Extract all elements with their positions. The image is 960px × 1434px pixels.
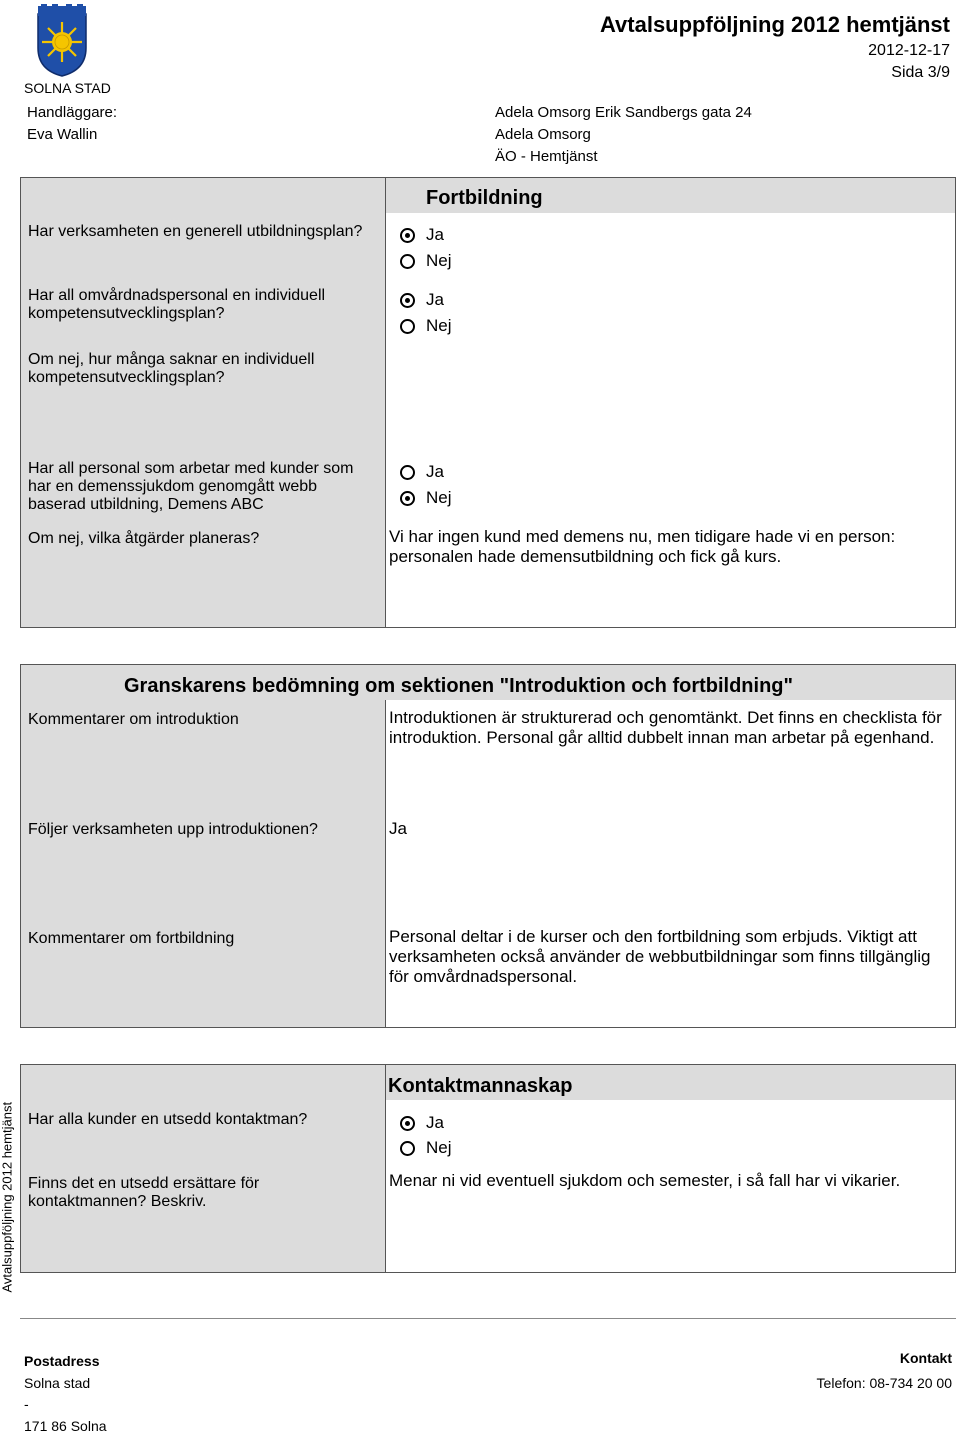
question-demens-abc: Har all personal som arbetar med kunder som har en demenssjukdom genomgått webb baserad utbildning, Demens ABC (28, 460, 354, 513)
question-atgarder: Om nej, vilka åtgärder planeras? (28, 530, 260, 547)
radio-kontaktman-ja[interactable]: Ja (400, 1112, 444, 1134)
org-name: SOLNA STAD (24, 80, 111, 96)
footer-address-line3: 171 86 Solna (24, 1418, 107, 1434)
radio-demens-nej[interactable]: Nej (400, 487, 452, 509)
section-title: Fortbildning (426, 187, 543, 209)
answer-kommentar-fortbildning: Personal deltar i de kurser och den fortbildning som erbjuds. Viktigt att verksamheten också använder de webbutbildningar som finns tillgänglig för omvårdnadspersonal. (389, 927, 931, 986)
handler-name: Eva Wallin (27, 126, 98, 143)
footer-address-line1: Solna stad (24, 1375, 91, 1391)
radio-empty-icon (400, 1141, 415, 1156)
radio-kontaktman-nej[interactable]: Nej (400, 1137, 452, 1159)
footer-address-line2: - (24, 1396, 29, 1412)
side-document-title: Avtalsuppföljning 2012 hemtjänst (0, 1101, 15, 1293)
answer-atgarder: Vi har ingen kund med demens nu, men tidigare hade vi en person: personalen hade demensutbildning och fick gå kurs. (389, 527, 896, 566)
answer-foljer-upp: Ja (389, 819, 407, 838)
section-fortbildning (20, 177, 956, 628)
answer-ersattare: Menar ni vid eventuell sjukdom och semester, i så fall har vi vikarier. (389, 1171, 901, 1190)
solna-coat-of-arms-logo (36, 4, 88, 78)
radio-utbildningsplan-nej[interactable]: Nej (400, 250, 452, 272)
section-kontaktmannaskap (20, 1064, 956, 1273)
question-antal-saknar: Om nej, hur många saknar en individuell kompetensutvecklingsplan? (28, 351, 315, 386)
footer-contact-heading: Kontakt (899, 1350, 952, 1366)
radio-selected-icon (400, 228, 415, 243)
question-kompetensutvecklingsplan: Har all omvårdnadspersonal en individuell kompetensutvecklingsplan? (28, 287, 326, 322)
radio-empty-icon (400, 254, 415, 269)
footer-address-heading: Postadress (24, 1353, 100, 1369)
section-title: Granskarens bedömning om sektionen "Introduktion och fortbildning" (124, 675, 793, 697)
question-kommentar-fortbildning: Kommentarer om fortbildning (28, 930, 235, 947)
provider-address: Adela Omsorg Erik Sandbergs gata 24 (495, 104, 752, 121)
answer-kommentar-introduktion: Introduktionen är strukturerad och genomtänkt. Det finns en checklista för introduktion. Personal går alltid dubbelt innan man arbetar på egenhand. (389, 708, 942, 747)
radio-selected-icon (400, 1116, 415, 1131)
handler-label: Handläggare: (27, 104, 118, 121)
radio-utbildningsplan-ja[interactable]: Ja (400, 224, 444, 246)
radio-selected-icon (400, 293, 415, 308)
section-title: Kontaktmannaskap (388, 1075, 573, 1097)
section-granskarens-bedomning (20, 664, 956, 1028)
document-date: 2012-12-17 (868, 42, 950, 59)
radio-selected-icon (400, 491, 415, 506)
radio-demens-ja[interactable]: Ja (400, 461, 444, 483)
question-foljer-upp: Följer verksamheten upp introduktionen? (28, 821, 318, 838)
provider-unit: ÄO - Hemtjänst (495, 148, 598, 165)
question-utbildningsplan: Har verksamheten en generell utbildningsplan? (28, 223, 363, 240)
footer-divider (20, 1318, 956, 1319)
page-number: Sida 3/9 (891, 64, 950, 81)
footer-phone: Telefon: 08-734 20 00 (816, 1375, 952, 1391)
radio-empty-icon (400, 319, 415, 334)
provider-name: Adela Omsorg (495, 126, 591, 143)
radio-empty-icon (400, 465, 415, 480)
radio-kompetens-nej[interactable]: Nej (400, 315, 452, 337)
question-kommentar-introduktion: Kommentarer om introduktion (28, 711, 239, 728)
radio-kompetens-ja[interactable]: Ja (400, 289, 444, 311)
question-kontaktman: Har alla kunder en utsedd kontaktman? (28, 1111, 308, 1128)
document-title: Avtalsuppföljning 2012 hemtjänst (599, 12, 950, 37)
question-ersattare: Finns det en utsedd ersättare för kontaktmannen? Beskriv. (28, 1175, 260, 1210)
